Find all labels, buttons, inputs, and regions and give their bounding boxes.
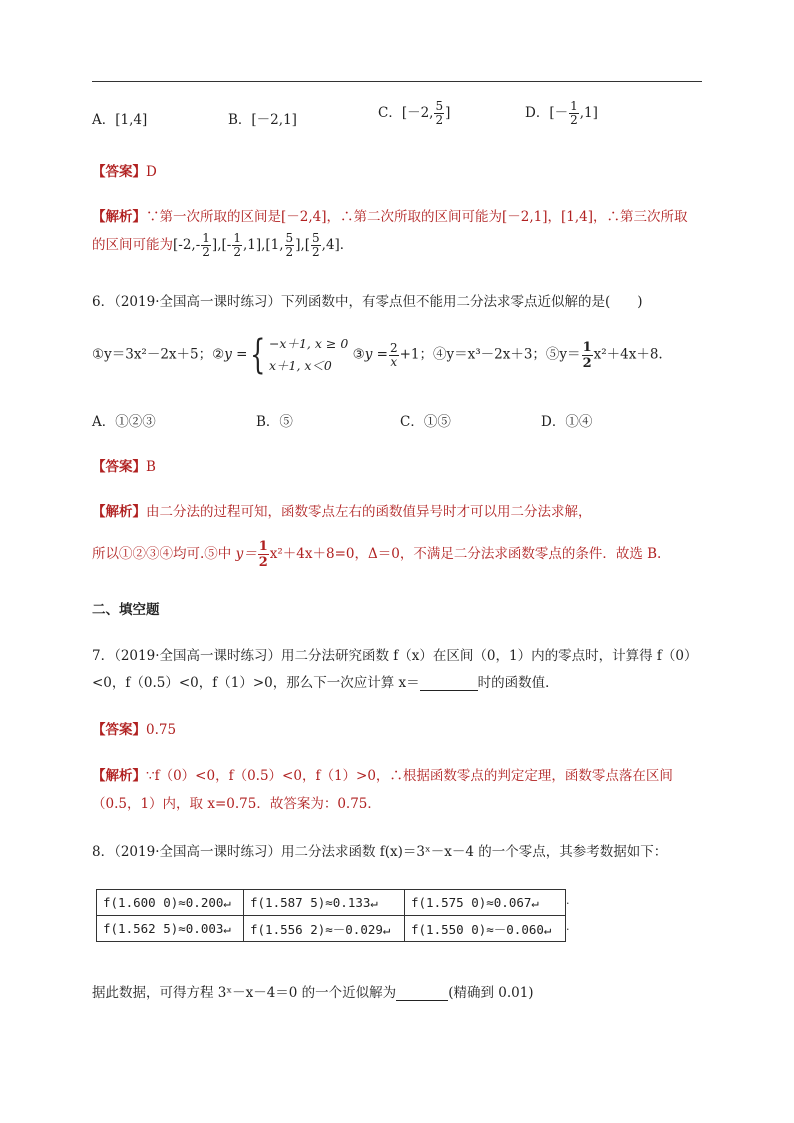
table-cell: f(1.562 5)≈0.003↵ [97, 916, 244, 942]
q8-conclusion: 据此数据，可得方程 3ˣ－x－4＝0 的一个近似解为 (精确到 0.01) [92, 985, 534, 1001]
q6-option-b: B．⑤ [256, 414, 293, 430]
q8-blank [396, 1000, 448, 1001]
q6-functions: ①y＝3x²－2x＋5；②y ={ −x＋1, x ≥ 0 x＋1, x＜0 ③y = $\frac{2}{x}$ +1；④y＝x³－2x＋3；⑤y＝ $\frac{1}{2}$ x²＋4x＋8. [92, 332, 663, 378]
q7-analysis-line2: （0.5，1）内，取 x=0.75．故答案为：0.75． [92, 796, 381, 812]
q5-analysis-line1: 【解析】∵第一次所取的区间是[－2,4]，∴第二次所取的区间可能为[－2,1]，[1,4]，∴第三次所取 [92, 209, 688, 225]
q7-answer: 【答案】0.75 [92, 722, 177, 738]
table-cell: f(1.587 5)≈0.133↵ [244, 890, 405, 916]
q6-option-a: A．①②③ [92, 414, 156, 430]
row-end-mark: . [566, 920, 570, 933]
table-row [97, 890, 566, 916]
q6-option-d: D．①④ [541, 414, 593, 430]
q7-stem-line1: 7．（2019·全国高一课时练习）用二分法研究函数 f（x）在区间（0，1）内的零点时，计算得 f（0） [92, 648, 698, 664]
q7-stem-line2: <0，f（0.5）<0，f（1）>0，那么下一次应计算 x＝ 时的函数值． [92, 675, 559, 691]
q6-answer: 【答案】B [92, 459, 156, 475]
header-rule [92, 81, 702, 82]
table-cell: f(1.575 0)≈0.067↵ [405, 890, 566, 916]
table-cell: f(1.600 0)≈0.200↵ [97, 890, 244, 916]
q6-option-c: C．①⑤ [400, 414, 451, 430]
row-end-mark: . [566, 894, 570, 907]
table-cell: f(1.556 2)≈－0.029↵ [244, 916, 405, 942]
q6-stem: 6．（2019·全国高一课时练习）下列函数中，有零点但不能用二分法求零点近似解的是( ) [92, 294, 643, 310]
q5-option-a: A．[1,4] [92, 112, 148, 128]
q7-blank [420, 690, 478, 691]
section-title: 二、填空题 [92, 602, 160, 618]
q6-analysis-line2: 所以①②③④均可.⑤中 y＝ $\frac{1}{2}$ x²＋4x＋8=0，Δ＝0，不满足二分法求函数零点的条件．故选 B. [92, 539, 662, 570]
q5-option-b: B．[－2,1] [228, 112, 297, 128]
q6-analysis-line1: 【解析】由二分法的过程可知，函数零点左右的函数值异号时才可以用二分法求解， [92, 504, 592, 520]
q5-analysis-line2: 的区间可能为[-2,- $\frac{1}{2}$ ],[- $\frac{1}{2}$ ,1],[1, $\frac{5}{2}$ ],[ $\frac{5}{2}$ ,4]． [92, 231, 354, 259]
table-row [97, 916, 566, 942]
q7-analysis-line1: 【解析】∵f（0）<0，f（0.5）<0，f（1）>0，∴根据函数零点的判定定理，函数零点落在区间 [92, 768, 673, 784]
q5-option-d: D．[－ $\frac{1}{2}$ ,1] [525, 99, 598, 127]
q8-stem: 8．（2019·全国高一课时练习）用二分法求函数 f(x)＝3ˣ－x－4 的一个零点，其参考数据如下： [92, 844, 668, 860]
table-cell: f(1.550 0)≈－0.060↵ [405, 916, 566, 942]
q8-data-table [96, 889, 566, 942]
q5-answer: 【答案】D [92, 164, 157, 180]
q5-option-c: C．[－2, $\frac{5}{2}$ ] [378, 99, 451, 127]
